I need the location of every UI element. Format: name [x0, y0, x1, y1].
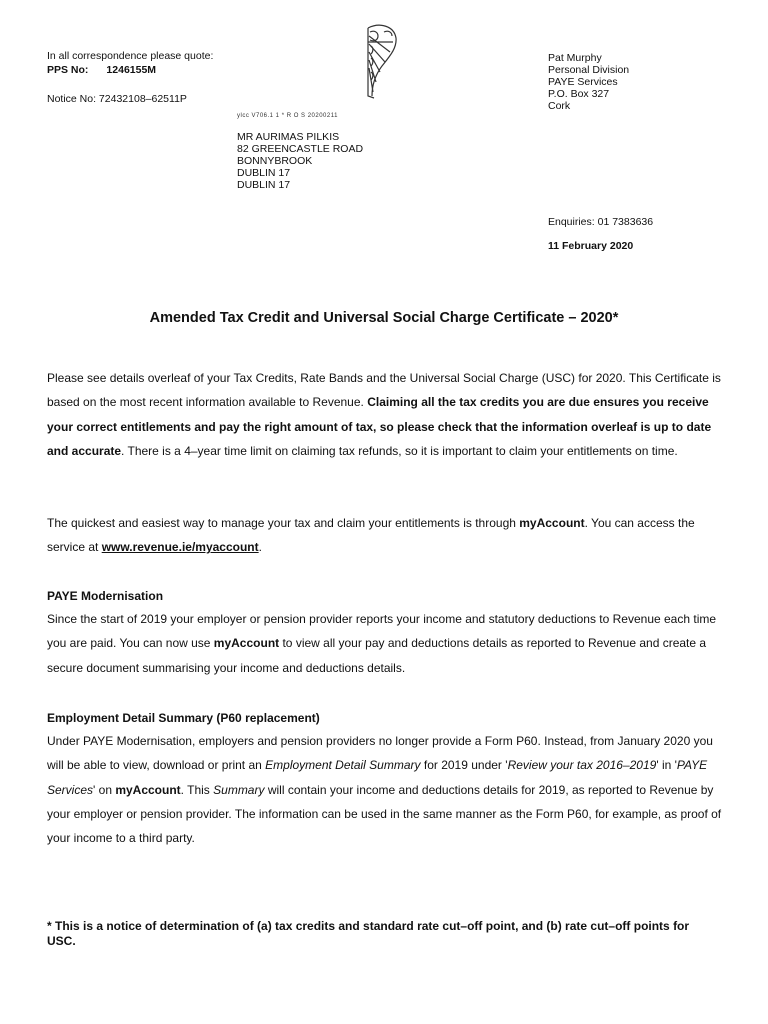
- employment-summary-heading: Employment Detail Summary (P60 replacement): [47, 711, 320, 725]
- office-address: [548, 52, 629, 112]
- paye-modernisation-paragraph: [47, 607, 727, 680]
- notice-number: Notice No: 72432108–62511P: [47, 93, 187, 105]
- text-run: The quickest and easiest way to manage your tax and claim your entitlements is through: [47, 516, 520, 530]
- office-line: PAYE Services: [548, 76, 618, 88]
- pps-row: [47, 64, 213, 76]
- text-run: ' in ': [656, 758, 677, 773]
- text-run: . This: [180, 782, 214, 797]
- determination-footnote: * This is a notice of determination of (a) tax credits and standard rate cut–off point, and (b) rate cut–off points for USC.: [47, 919, 690, 948]
- text-run: will contain your income and deductions details for 2019, as reported to Revenue by your employer or pension provider. The information can be used in the same manner as the Form P60, for example, as proof of your income to a third party.: [47, 782, 722, 846]
- office-line: Personal Division: [548, 64, 630, 76]
- italic-text: Employment Detail Summary: [265, 758, 421, 773]
- intro-paragraph: [47, 366, 727, 463]
- text-run: Please see details overleaf of your Tax Credits, Rate Bands and the Universal Social Charge (USC) for 2020. This Certificate is based on the most recent information available to Revenue.: [47, 371, 721, 410]
- address-line: 82 GREENCASTLE ROAD: [237, 143, 364, 155]
- revenue-myaccount-link[interactable]: www.revenue.ie/myaccount: [101, 540, 259, 555]
- text-run: .: [258, 540, 262, 555]
- address-line: MR AURIMAS PILKIS: [237, 131, 340, 143]
- recipient-address: [237, 131, 363, 191]
- pps-label: PPS No:: [47, 64, 89, 76]
- italic-text: Review your tax 2016–2019: [507, 758, 657, 773]
- enquiries-phone: Enquiries: 01 7383636: [548, 216, 654, 228]
- address-line: DUBLIN 17: [237, 167, 291, 179]
- text-run: . There is a 4–year time limit on claiming tax refunds, so it is important to claim your entitlements on time.: [121, 443, 678, 458]
- text-run: ' on: [93, 782, 116, 797]
- text-run: to view all your pay and deductions details as reported to Revenue and create a secure document summarising your income and deductions details.: [47, 636, 707, 675]
- myaccount-mention: myAccount: [213, 636, 280, 651]
- myaccount-mention: myAccount: [115, 782, 181, 797]
- office-line: Pat Murphy: [548, 52, 602, 64]
- myaccount-mention: myAccount: [519, 516, 585, 530]
- emphasis-text: Claiming all the tax credits you are due ensures you receive your correct entitlements and pay the right amount of tax, so please check that the information overleaf is up to date and accurate: [47, 395, 712, 458]
- address-line: BONNYBROOK: [237, 155, 313, 167]
- office-line: Cork: [548, 100, 571, 112]
- certificate-title: Amended Tax Credit and Universal Social Charge Certificate – 2020*: [149, 310, 619, 326]
- correspondence-block: [47, 50, 213, 105]
- text-run: . You can access the service at: [47, 516, 695, 555]
- text-run: Under PAYE Modernisation, employers and pension providers no longer provide a Form P60. Instead, from January 2020 you will be able to view, download or print an: [47, 734, 713, 773]
- address-line: DUBLIN 17: [237, 179, 291, 191]
- correspondence-label: In all correspondence please quote:: [47, 50, 214, 62]
- pps-value: 1246155M: [106, 64, 157, 76]
- office-line: P.O. Box 327: [548, 88, 610, 100]
- text-run: for 2019 under ': [420, 758, 508, 773]
- employment-summary-paragraph: [47, 729, 727, 850]
- harp-icon: [360, 22, 400, 102]
- letter-date: 11 February 2020: [548, 240, 634, 252]
- italic-text: PAYE Services: [47, 758, 708, 797]
- reference-code: ylcc V706.1 1 * R O S 20200211: [237, 113, 338, 119]
- myaccount-paragraph: [47, 511, 727, 560]
- paye-modernisation-heading: PAYE Modernisation: [47, 589, 164, 603]
- italic-text: Summary: [213, 782, 265, 797]
- text-run: Since the start of 2019 your employer or pension provider reports your income and statutory deductions to Revenue each time you are paid. You can now use: [47, 612, 717, 651]
